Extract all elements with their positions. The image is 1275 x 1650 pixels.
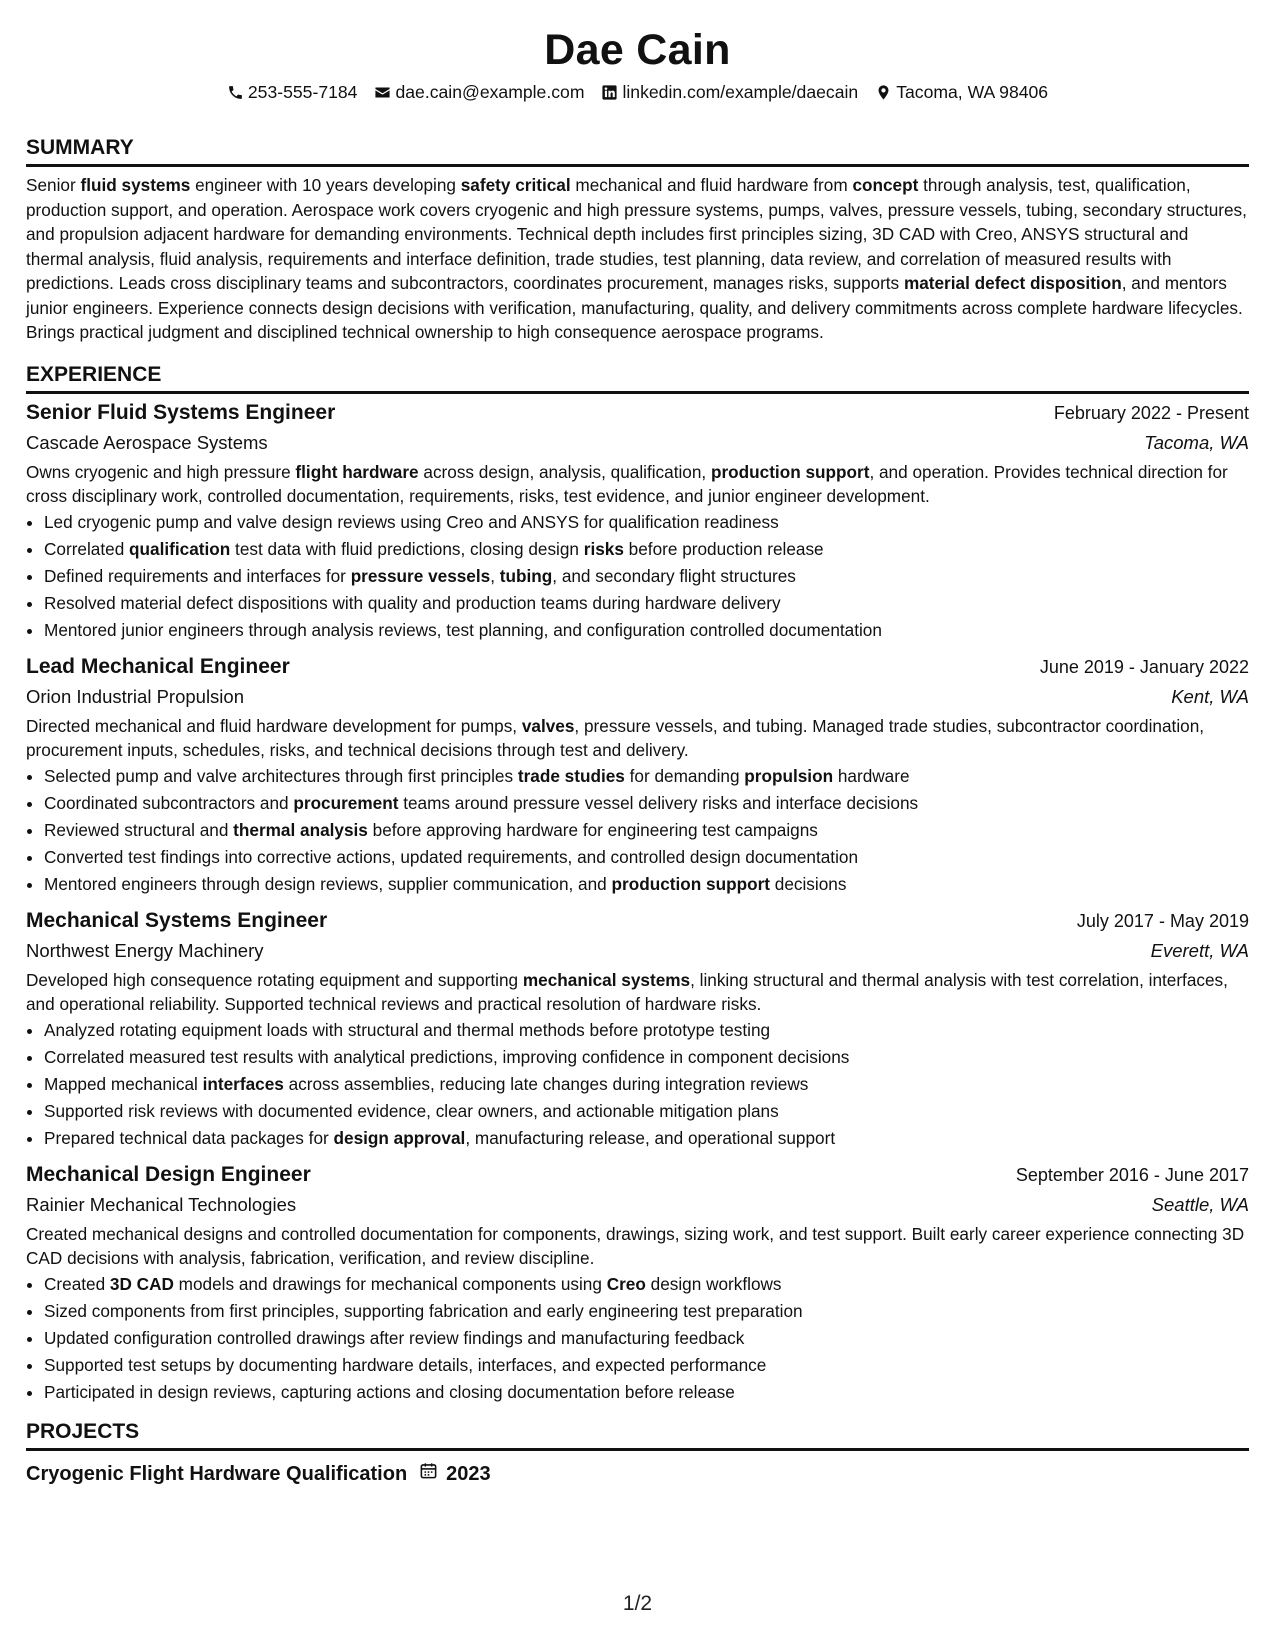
summary-text — [26, 173, 1249, 345]
section-title-experience: EXPERIENCE — [26, 361, 1249, 394]
text-run: Mentored engineers through design reviews, supplier communication, and — [44, 873, 612, 894]
job-description — [26, 460, 1249, 509]
text-run: mechanical and fluid hardware from — [570, 175, 853, 195]
bold-text: procurement — [293, 792, 399, 813]
bold-text: mechanical systems — [522, 969, 691, 990]
text-run: Owns cryogenic and high pressure — [26, 461, 296, 482]
job-bullets — [26, 509, 1249, 644]
job-subheader — [26, 682, 1249, 712]
text-run: Supported risk reviews with documented evidence, clear owners, and actionable mitigation plans — [44, 1100, 779, 1121]
text-run: before production release — [623, 538, 824, 559]
contact-location — [875, 80, 1048, 104]
text-run: Updated configuration controlled drawings after review findings and manufacturing feedback — [44, 1327, 745, 1348]
job-dates: June 2019 - January 2022 — [1039, 656, 1249, 677]
text-run: Mentored junior engineers through analysis reviews, test planning, and configuration controlled documentation — [44, 619, 882, 640]
candidate-name: Dae Cain — [544, 26, 731, 74]
text-run: Supported test setups by documenting hardware details, interfaces, and expected performance — [44, 1354, 767, 1375]
bold-text: safety critical — [460, 175, 571, 195]
job-entry — [26, 1160, 1249, 1406]
job-title: Senior Fluid Systems Engineer — [26, 400, 336, 424]
job-header — [26, 1160, 1249, 1190]
envelope-icon — [374, 84, 391, 101]
bold-text: Creo — [606, 1273, 646, 1294]
text-run: Reviewed structural and — [44, 819, 234, 840]
company-name: Northwest Energy Machinery — [26, 939, 264, 961]
text-run: Converted test findings into corrective actions, updated requirements, and controlled design documentation — [44, 846, 859, 867]
projects-list — [26, 1459, 1249, 1489]
text-run: , linking structural and thermal analysis with test correlation, interfaces, and operational reliability. Supported technical reviews and practical resolution of hardware risks. — [26, 969, 1228, 1014]
bold-text: design approval — [333, 1127, 466, 1148]
text-run: models and drawings for mechanical components using — [173, 1273, 607, 1294]
company-name: Orion Industrial Propulsion — [26, 685, 244, 707]
job-dates: September 2016 - June 2017 — [1015, 1164, 1249, 1185]
bold-text: concept — [852, 175, 919, 195]
list-item — [44, 763, 1249, 790]
list-item — [44, 844, 1249, 871]
text-run: , pressure vessels, and tubing. Managed trade studies, subcontractor coordination, procurement inputs, schedules, risks, and technical decisions through test and delivery. — [26, 715, 1205, 760]
text-run: Selected pump and valve architectures through first principles — [44, 765, 518, 786]
bold-text: trade studies — [517, 765, 625, 786]
text-run: , and operation. Provides technical direction for cross disciplinary work, controlled documentation, requirements, risks, test evidence, and junior engineer development. — [26, 461, 1228, 506]
job-bullets — [26, 1271, 1249, 1406]
page-number: 1/2 — [622, 1592, 653, 1615]
bold-text: valves — [521, 715, 575, 736]
text-run: decisions — [770, 873, 847, 894]
list-item — [44, 1125, 1249, 1152]
text-run: Led cryogenic pump and valve design reviews using Creo and ANSYS for qualification readiness — [44, 511, 779, 532]
company-name: Cascade Aerospace Systems — [26, 431, 268, 453]
project-date — [419, 1459, 491, 1489]
job-location: Kent, WA — [1171, 685, 1249, 707]
bold-text: fluid systems — [80, 175, 191, 195]
list-item — [44, 536, 1249, 563]
bold-text: 3D CAD — [109, 1273, 174, 1294]
job-bullets — [26, 1017, 1249, 1152]
text-run: Prepared technical data packages for — [44, 1127, 334, 1148]
text-run: engineer with 10 years developing — [190, 175, 461, 195]
text-run: for demanding — [624, 765, 745, 786]
text-run: across design, analysis, qualification, — [418, 461, 711, 482]
location-text: Tacoma, WA 98406 — [896, 82, 1049, 102]
project-title: Cryogenic Flight Hardware Qualification — [26, 1462, 408, 1485]
linkedin-icon — [601, 84, 618, 101]
text-run: Correlated measured test results with analytical predictions, improving confidence in component decisions — [44, 1046, 850, 1067]
job-bullets — [26, 763, 1249, 898]
job-subheader — [26, 936, 1249, 966]
job-title: Mechanical Design Engineer — [26, 1162, 311, 1186]
resume-page — [26, 0, 1249, 1489]
text-run: Senior — [26, 175, 81, 195]
job-description — [26, 1222, 1249, 1271]
text-run: Participated in design reviews, capturing actions and closing documentation before release — [44, 1381, 735, 1402]
list-item — [44, 1325, 1249, 1352]
job-location: Everett, WA — [1150, 939, 1249, 961]
project-entry — [26, 1459, 1249, 1489]
bold-text: production support — [710, 461, 870, 482]
job-dates: July 2017 - May 2019 — [1076, 910, 1249, 931]
job-title: Lead Mechanical Engineer — [26, 654, 290, 678]
list-item — [44, 790, 1249, 817]
text-run: design workflows — [645, 1273, 782, 1294]
bold-text: risks — [583, 538, 624, 559]
list-item — [44, 1071, 1249, 1098]
list-item — [44, 617, 1249, 644]
text-run: Analyzed rotating equipment loads with structural and thermal methods before prototype testing — [44, 1019, 771, 1040]
text-run: through analysis, test, qualification, production support, and operation. Aerospace work covers cryogenic and high pressure systems, pumps, valves, pressure vessels, tubing, secondary structures, and propulsion adjacent hardware for demanding environments. Technical depth includes first principles sizing, 3D CAD with Creo, ANSYS structural and thermal analysis, fluid analysis, requirements and interface definition, trade studies, test planning, data review, and correlation of measured results with predictions. Leads cross disciplinary teams and subcontractors, coordinates procurement, manages risks, supports — [26, 175, 1247, 293]
text-run: Resolved material defect dispositions with quality and production teams during hardware delivery — [44, 592, 781, 613]
list-item — [44, 1298, 1249, 1325]
job-header — [26, 398, 1249, 428]
bold-text: production support — [611, 873, 770, 894]
bold-text: flight hardware — [295, 461, 419, 482]
text-run: before approving hardware for engineering test campaigns — [367, 819, 818, 840]
text-run: Coordinated subcontractors and — [44, 792, 294, 813]
job-entry — [26, 398, 1249, 644]
bold-text: pressure vessels — [350, 565, 491, 586]
list-item — [44, 817, 1249, 844]
text-run: , and mentors junior engineers. Experience connects design decisions with verification, manufacturing, quality, and delivery commitments across complete hardware lifecycles. Brings practical judgment and disciplined technical ownership to high consequence aerospace programs. — [26, 273, 1243, 342]
text-run: , — [490, 565, 500, 586]
text-run: hardware — [833, 765, 910, 786]
contact-linkedin[interactable] — [601, 80, 858, 104]
list-item — [44, 563, 1249, 590]
text-run: Created — [44, 1273, 110, 1294]
text-run: Created mechanical designs and controlled documentation for components, drawings, sizing work, and test support. Built early career experience connecting 3D CAD decisions with analysis, fabrication, verification, and review discipline. — [26, 1223, 1245, 1268]
map-pin-icon — [875, 84, 892, 101]
list-item — [44, 1352, 1249, 1379]
job-subheader — [26, 1190, 1249, 1220]
job-header — [26, 652, 1249, 682]
text-run: , manufacturing release, and operational support — [465, 1127, 836, 1148]
list-item — [44, 590, 1249, 617]
job-subheader — [26, 428, 1249, 458]
company-name: Rainier Mechanical Technologies — [26, 1193, 297, 1215]
job-location: Tacoma, WA — [1144, 431, 1249, 453]
text-run: teams around pressure vessel delivery risks and interface decisions — [398, 792, 919, 813]
job-location: Seattle, WA — [1151, 1193, 1249, 1215]
job-dates: February 2022 - Present — [1053, 402, 1249, 423]
text-run: across assemblies, reducing late changes during integration reviews — [283, 1073, 809, 1094]
contact-email[interactable] — [374, 80, 584, 104]
bold-text: qualification — [129, 538, 231, 559]
list-item — [44, 1098, 1249, 1125]
text-run: , and secondary flight structures — [552, 565, 796, 586]
email-text: dae.cain@example.com — [395, 82, 585, 102]
text-run: Correlated — [44, 538, 130, 559]
text-run: Defined requirements and interfaces for — [44, 565, 351, 586]
job-description — [26, 714, 1249, 763]
job-entry — [26, 906, 1249, 1152]
contact-bar — [26, 80, 1249, 104]
list-item — [44, 1379, 1249, 1406]
section-title-summary: SUMMARY — [26, 134, 1249, 167]
job-entry — [26, 652, 1249, 898]
bold-text: interfaces — [202, 1073, 284, 1094]
phone-icon — [227, 84, 244, 101]
list-item — [44, 509, 1249, 536]
list-item — [44, 1271, 1249, 1298]
phone-text: 253-555-7184 — [247, 82, 358, 102]
bold-text: material defect disposition — [903, 273, 1122, 293]
text-run: Directed mechanical and fluid hardware development for pumps, — [26, 715, 522, 736]
list-item — [44, 1044, 1249, 1071]
bold-text: tubing — [499, 565, 553, 586]
calendar-icon — [419, 1459, 438, 1489]
text-run: Sized components from first principles, supporting fabrication and early engineering test preparation — [44, 1300, 803, 1321]
list-item — [44, 1017, 1249, 1044]
contact-phone[interactable] — [227, 80, 358, 104]
text-run: test data with fluid predictions, closing design — [230, 538, 584, 559]
experience-list — [26, 398, 1249, 1406]
text-run: Mapped mechanical — [44, 1073, 203, 1094]
section-title-projects: PROJECTS — [26, 1418, 1249, 1451]
project-year: 2023 — [446, 1462, 491, 1485]
job-header — [26, 906, 1249, 936]
bold-text: propulsion — [744, 765, 834, 786]
linkedin-text: linkedin.com/example/daecain — [622, 82, 859, 102]
bold-text: thermal analysis — [233, 819, 368, 840]
list-item — [44, 871, 1249, 898]
job-description — [26, 968, 1249, 1017]
job-title: Mechanical Systems Engineer — [26, 908, 328, 932]
text-run: Developed high consequence rotating equipment and supporting — [26, 969, 523, 990]
